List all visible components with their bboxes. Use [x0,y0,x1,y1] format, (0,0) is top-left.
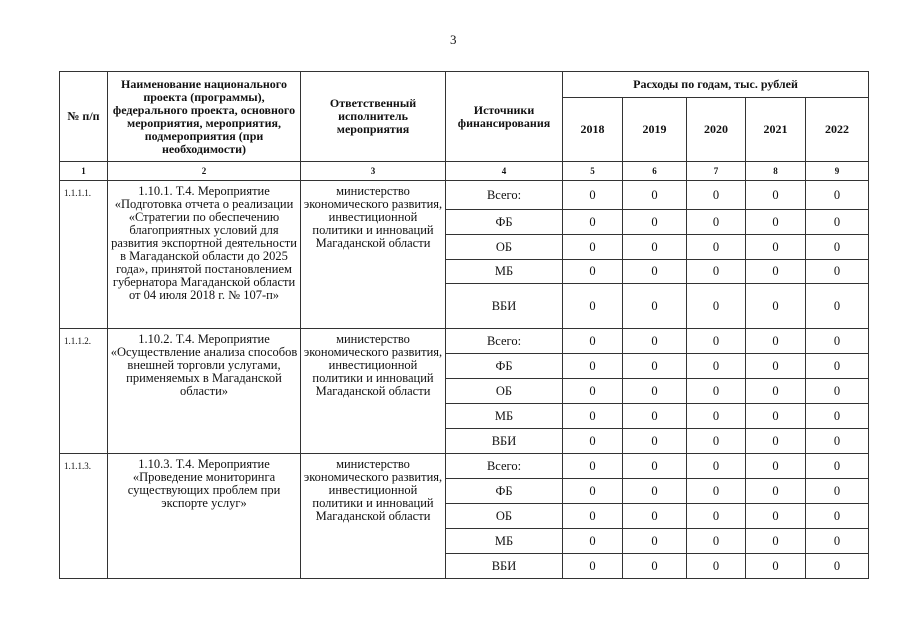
expense-value: 0 [623,504,687,529]
funding-source: МБ [446,260,563,284]
header-responsible: Ответственный исполнитель мероприятия [301,72,446,162]
column-number: 7 [687,162,746,181]
expense-value: 0 [687,284,746,329]
expense-value: 0 [687,354,746,379]
expense-value: 0 [806,404,869,429]
header-year: 2022 [806,98,869,162]
expense-value: 0 [563,504,623,529]
expense-value: 0 [563,284,623,329]
header-sources: Источники финансирования [446,72,563,162]
expense-value: 0 [563,479,623,504]
expense-value: 0 [623,404,687,429]
responsible-executor: министерство экономического развития, инвестиционной политики и инноваций Магаданской области [301,454,446,579]
expense-value: 0 [623,260,687,284]
expense-value: 0 [563,181,623,210]
expense-value: 0 [746,529,806,554]
expense-value: 0 [746,379,806,404]
funding-source: ФБ [446,210,563,235]
expense-value: 0 [623,181,687,210]
funding-source: ФБ [446,354,563,379]
expense-value: 0 [746,404,806,429]
expense-value: 0 [746,454,806,479]
table-row [60,454,869,479]
expense-value: 0 [563,210,623,235]
funding-source: ОБ [446,504,563,529]
column-number: 3 [301,162,446,181]
funding-source: Всего: [446,454,563,479]
expense-value: 0 [806,354,869,379]
header-year: 2019 [623,98,687,162]
financing-table [59,71,869,579]
expense-value: 0 [687,404,746,429]
column-number: 4 [446,162,563,181]
funding-source: Всего: [446,329,563,354]
row-index: 1.1.1.3. [60,454,108,579]
funding-source: МБ [446,529,563,554]
expense-value: 0 [563,429,623,454]
expense-value: 0 [806,379,869,404]
header-no: № п/п [60,72,108,162]
page-number: 3 [450,32,457,47]
funding-source: ВБИ [446,284,563,329]
expense-value: 0 [806,454,869,479]
expense-value: 0 [806,504,869,529]
expense-value: 0 [563,554,623,579]
header-expenses: Расходы по годам, тыс. рублей [563,72,869,98]
funding-source: ВБИ [446,554,563,579]
column-number: 9 [806,162,869,181]
row-index: 1.1.1.2. [60,329,108,454]
expense-value: 0 [746,429,806,454]
header-name: Наименование национального проекта (программы), федерального проекта, основного мероприятия, мероприятия, подмероприятия (при необходимости) [108,72,301,162]
expense-value: 0 [563,454,623,479]
expense-value: 0 [623,479,687,504]
expense-value: 0 [623,210,687,235]
expense-value: 0 [687,554,746,579]
funding-source: МБ [446,404,563,429]
expense-value: 0 [687,260,746,284]
expense-value: 0 [746,284,806,329]
column-number: 1 [60,162,108,181]
expense-value: 0 [563,260,623,284]
responsible-executor: министерство экономического развития, инвестиционной политики и инноваций Магаданской области [301,329,446,454]
funding-source: Всего: [446,181,563,210]
expense-value: 0 [806,329,869,354]
column-number: 8 [746,162,806,181]
row-index: 1.1.1.1. [60,181,108,329]
expense-value: 0 [806,284,869,329]
expense-value: 0 [687,181,746,210]
expense-value: 0 [806,529,869,554]
expense-value: 0 [623,529,687,554]
expense-value: 0 [623,284,687,329]
activity-name: 1.10.3. Т.4. Мероприятие «Проведение мониторинга существующих проблем при экспорте услуг» [108,454,301,579]
header-year: 2020 [687,98,746,162]
expense-value: 0 [746,210,806,235]
funding-source: ОБ [446,235,563,260]
table-row [60,181,869,210]
expense-value: 0 [687,379,746,404]
table-row [60,329,869,354]
expense-value: 0 [563,235,623,260]
header-year: 2021 [746,98,806,162]
expense-value: 0 [623,554,687,579]
expense-value: 0 [746,260,806,284]
expense-value: 0 [746,504,806,529]
column-number: 6 [623,162,687,181]
expense-value: 0 [623,454,687,479]
expense-value: 0 [623,329,687,354]
expense-value: 0 [687,479,746,504]
expense-value: 0 [746,554,806,579]
expense-value: 0 [623,379,687,404]
expense-value: 0 [806,181,869,210]
expense-value: 0 [563,354,623,379]
expense-value: 0 [746,354,806,379]
expense-value: 0 [687,235,746,260]
expense-value: 0 [623,235,687,260]
expense-value: 0 [806,235,869,260]
expense-value: 0 [623,429,687,454]
expense-value: 0 [746,235,806,260]
funding-source: ОБ [446,379,563,404]
expense-value: 0 [806,554,869,579]
expense-value: 0 [746,329,806,354]
column-number: 5 [563,162,623,181]
expense-value: 0 [563,329,623,354]
column-number: 2 [108,162,301,181]
expense-value: 0 [563,379,623,404]
expense-value: 0 [746,479,806,504]
expense-value: 0 [806,260,869,284]
funding-source: ФБ [446,479,563,504]
expense-value: 0 [687,429,746,454]
funding-source: ВБИ [446,429,563,454]
expense-value: 0 [746,181,806,210]
expense-value: 0 [806,479,869,504]
activity-name: 1.10.1. Т.4. Мероприятие «Подготовка отчета о реализации «Стратегии по обеспечению благоприятных условий для развития экспортной деятельности в Магаданской области до 2025 года», принятой постановлением губернатора Магаданской области от 04 июля 2018 г. № 107-п» [108,181,301,329]
expense-value: 0 [806,429,869,454]
expense-value: 0 [563,404,623,429]
expense-value: 0 [563,529,623,554]
expense-value: 0 [806,210,869,235]
expense-value: 0 [687,210,746,235]
responsible-executor: министерство экономического развития, инвестиционной политики и инноваций Магаданской области [301,181,446,329]
expense-value: 0 [687,454,746,479]
expense-value: 0 [623,354,687,379]
activity-name: 1.10.2. Т.4. Мероприятие «Осуществление анализа способов внешней торговли услугами, применяемых в Магаданской области» [108,329,301,454]
header-year: 2018 [563,98,623,162]
expense-value: 0 [687,329,746,354]
expense-value: 0 [687,529,746,554]
expense-value: 0 [687,504,746,529]
